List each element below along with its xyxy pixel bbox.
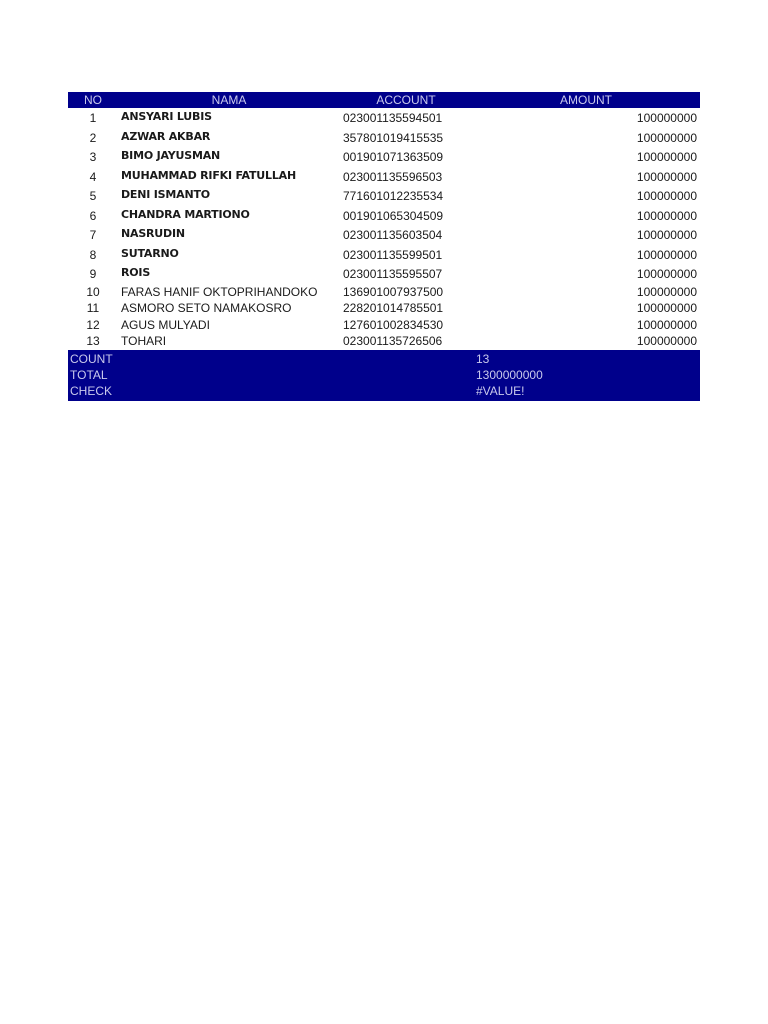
- cell-no: 5: [89, 189, 97, 203]
- cell-no: 9: [89, 267, 97, 281]
- cell-account: 127601002834530: [343, 317, 444, 332]
- cell-nama: ASMORO SETO NAMAKOSRO: [121, 301, 292, 315]
- cell-amount: 100000000: [636, 228, 697, 242]
- cell-nama: MUHAMMAD RIFKI FATULLAH: [121, 168, 296, 182]
- cell-no: 12: [86, 317, 100, 332]
- check-label: CHECK: [70, 384, 113, 399]
- table-row: [68, 206, 700, 226]
- cell-account: 023001135596503: [343, 169, 443, 184]
- table-row: [68, 147, 700, 167]
- cell-account: 357801019415535: [343, 130, 444, 145]
- spreadsheet-table: [68, 92, 700, 401]
- total-label: TOTAL: [70, 367, 108, 382]
- cell-amount: 100000000: [636, 111, 697, 125]
- cell-nama: ROIS: [121, 266, 151, 279]
- cell-no: 13: [86, 334, 100, 348]
- cell-no: 6: [89, 208, 97, 223]
- cell-amount: 100000000: [636, 267, 697, 281]
- count-value: 13: [476, 351, 490, 366]
- check-value: #VALUE!: [476, 384, 525, 399]
- summary-row-total: [68, 367, 700, 383]
- cell-no: 2: [89, 130, 97, 145]
- cell-account: 023001135726506: [343, 334, 443, 348]
- cell-amount: 100000000: [636, 334, 697, 348]
- cell-nama: ANSYARI LUBIS: [121, 110, 212, 123]
- cell-nama: DENI ISMANTO: [121, 188, 210, 201]
- count-label: COUNT: [70, 351, 113, 366]
- column-header-no: NO: [84, 93, 102, 107]
- cell-amount: 100000000: [636, 169, 697, 184]
- cell-account: 001901065304509: [343, 208, 444, 223]
- cell-account: 023001135599501: [343, 247, 443, 262]
- table-row: [68, 300, 700, 317]
- table-body: [68, 108, 700, 350]
- cell-nama: NASRUDIN: [121, 227, 185, 240]
- cell-no: 3: [89, 150, 97, 164]
- cell-amount: 100000000: [636, 317, 697, 332]
- cell-account: 023001135595507: [343, 267, 443, 281]
- cell-amount: 100000000: [636, 150, 697, 164]
- cell-amount: 100000000: [636, 130, 697, 145]
- cell-account: 001901071363509: [343, 150, 444, 164]
- summary-block: [68, 350, 700, 402]
- summary-row-check: [68, 383, 700, 399]
- table-row: [68, 186, 700, 206]
- cell-nama: SUTARNO: [121, 246, 179, 260]
- cell-nama: CHANDRA MARTIONO: [121, 207, 250, 221]
- column-header-account: ACCOUNT: [376, 93, 436, 107]
- cell-amount: 100000000: [636, 189, 697, 203]
- cell-nama: AGUS MULYADI: [121, 317, 210, 332]
- cell-account: 136901007937500: [343, 284, 444, 299]
- cell-amount: 100000000: [636, 208, 697, 223]
- column-header-nama: NAMA: [211, 93, 247, 107]
- cell-account: 023001135594501: [343, 111, 443, 125]
- cell-account: 771601012235534: [343, 189, 444, 203]
- table-row: [68, 167, 700, 187]
- cell-no: 7: [89, 228, 97, 242]
- table-row: [68, 333, 700, 350]
- cell-amount: 100000000: [636, 247, 697, 262]
- table-row: [68, 264, 700, 284]
- cell-nama: TOHARI: [121, 334, 167, 348]
- cell-no: 4: [89, 169, 97, 184]
- table-row: [68, 284, 700, 301]
- table-row: [68, 225, 700, 245]
- column-header-amount: AMOUNT: [560, 93, 612, 107]
- cell-account: 228201014785501: [343, 301, 444, 315]
- header-row: [68, 92, 700, 108]
- cell-no: 8: [89, 247, 97, 262]
- table-row: [68, 317, 700, 334]
- summary-row-count: [68, 351, 700, 367]
- cell-no: 11: [86, 301, 100, 315]
- cell-nama: FARAS HANIF OKTOPRIHANDOKO: [121, 284, 318, 299]
- cell-nama: AZWAR AKBAR: [121, 129, 211, 143]
- cell-amount: 100000000: [636, 301, 697, 315]
- table-row: [68, 108, 700, 128]
- table-row: [68, 245, 700, 265]
- table-row: [68, 128, 700, 148]
- cell-amount: 100000000: [636, 284, 697, 299]
- cell-no: 10: [86, 284, 100, 299]
- total-value: 1300000000: [476, 367, 543, 382]
- cell-account: 023001135603504: [343, 228, 443, 242]
- cell-nama: BIMO JAYUSMAN: [121, 149, 221, 162]
- cell-no: 1: [89, 111, 97, 125]
